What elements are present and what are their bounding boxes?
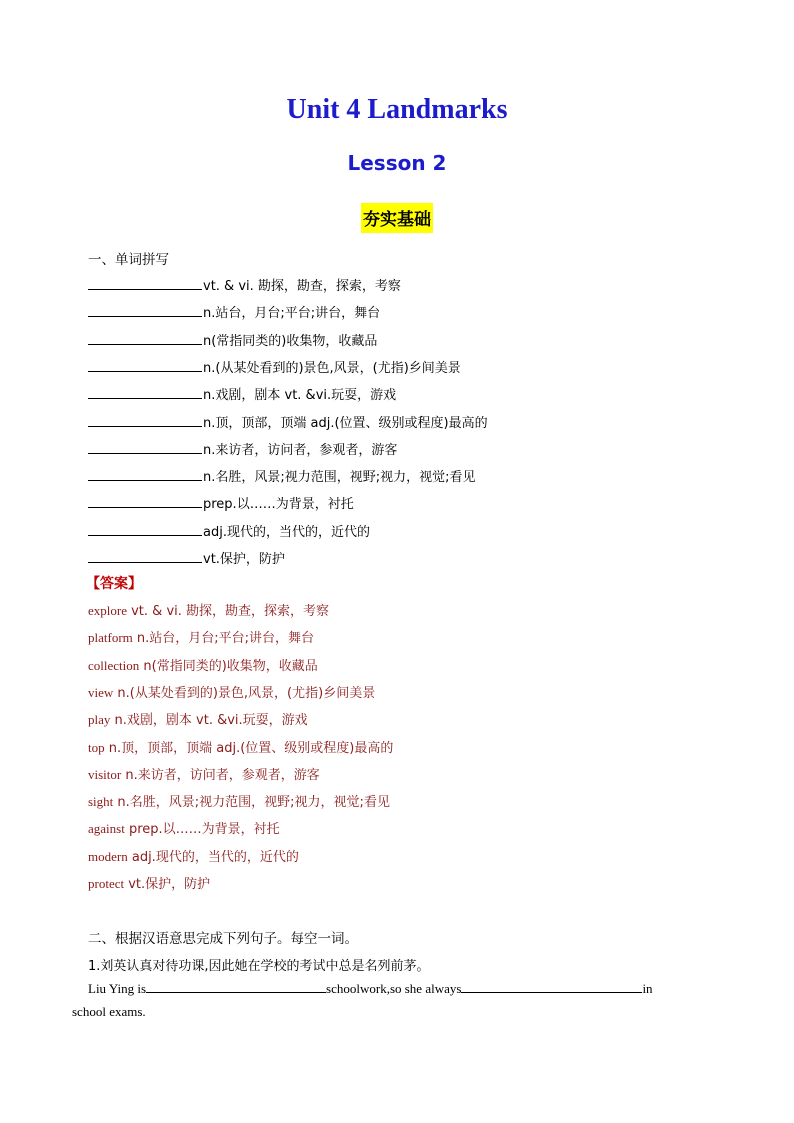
answer-word: collection bbox=[88, 657, 140, 673]
answer-definition: n.来访者，访问者，参观者，游客 bbox=[121, 767, 320, 783]
question-1-chinese: 1.刘英认真对待功课,因此她在学校的考试中总是名列前茅。 bbox=[88, 959, 430, 974]
section2-heading: 二、根据汉语意思完成下列句子。每空一词。 bbox=[88, 931, 358, 947]
vocab-blank[interactable] bbox=[88, 413, 202, 427]
answer-definition: n.名胜，风景;视力范围，视野;视力，视觉;看见 bbox=[113, 795, 390, 811]
answer-item bbox=[88, 711, 308, 730]
vocab-definition: n.来访者，访问者，参观者，游客 bbox=[203, 442, 398, 458]
vocab-blank[interactable] bbox=[88, 549, 202, 563]
answer-word: sight bbox=[88, 794, 114, 810]
vocab-item bbox=[88, 358, 461, 378]
answer-definition: vt.保护，防护 bbox=[124, 877, 211, 892]
answer-definition: n(常指同类的)收集物，收藏品 bbox=[139, 658, 318, 674]
answer-word: view bbox=[88, 684, 114, 700]
page-title: Unit 4 Landmarks bbox=[286, 94, 508, 125]
vocab-item bbox=[88, 303, 380, 323]
vocab-item bbox=[88, 494, 354, 514]
section1-heading: 一、单词拼写 bbox=[88, 252, 169, 268]
vocab-item bbox=[88, 440, 397, 460]
vocab-definition: n.戏剧，剧本 vt. &vi.玩耍，游戏 bbox=[203, 388, 397, 404]
answer-title: 【答案】 bbox=[86, 576, 142, 592]
vocab-blank[interactable] bbox=[88, 440, 202, 454]
vocab-blank[interactable] bbox=[88, 522, 202, 536]
answer-item bbox=[88, 820, 280, 839]
vocab-item bbox=[88, 331, 377, 351]
answer-word: platform bbox=[88, 630, 133, 646]
answer-item bbox=[88, 657, 318, 676]
vocab-item bbox=[88, 549, 285, 569]
answer-item bbox=[88, 629, 314, 648]
vocab-blank[interactable] bbox=[88, 276, 202, 290]
vocab-blank[interactable] bbox=[88, 303, 202, 317]
question-1-english bbox=[88, 980, 653, 997]
vocab-definition: prep.以……为背景，衬托 bbox=[203, 497, 354, 513]
answer-definition: n.(从某处看到的)景色,风景，(尤指)乡间美景 bbox=[113, 685, 376, 701]
answer-word: explore bbox=[88, 603, 127, 618]
vocab-definition: adj.现代的，当代的，近代的 bbox=[203, 524, 370, 540]
vocab-blank[interactable] bbox=[88, 494, 202, 508]
vocab-definition: vt. & vi. 勘探，勘查，探索，考察 bbox=[203, 279, 401, 294]
answer-definition: n.戏剧，剧本 vt. &vi.玩耍，游戏 bbox=[110, 713, 308, 729]
vocab-definition: n.站台，月台;平台;讲台，舞台 bbox=[203, 306, 381, 322]
answer-item bbox=[88, 739, 393, 758]
vocab-blank[interactable] bbox=[88, 331, 202, 345]
answer-word: against bbox=[88, 821, 125, 837]
vocab-blank[interactable] bbox=[88, 467, 202, 481]
vocab-blank[interactable] bbox=[88, 385, 202, 399]
vocab-item bbox=[88, 522, 370, 542]
answer-definition: prep.以……为背景，衬托 bbox=[124, 822, 280, 838]
answer-word: play bbox=[88, 712, 111, 728]
answer-word: top bbox=[88, 739, 105, 755]
vocab-definition: n.名胜，风景;视力范围，视野;视力，视觉;看见 bbox=[203, 470, 476, 486]
question-1-english-cont: school exams. bbox=[72, 1004, 146, 1019]
badge-wrapper bbox=[0, 203, 794, 233]
question-1-text-b: schoolwork,so she always bbox=[326, 981, 462, 996]
answer-item bbox=[88, 766, 320, 785]
question-1-text-a: Liu Ying is bbox=[88, 981, 147, 996]
answer-item bbox=[88, 848, 299, 867]
vocab-definition: n(常指同类的)收集物，收藏品 bbox=[203, 333, 378, 349]
vocab-item bbox=[88, 385, 396, 405]
answer-item bbox=[88, 875, 210, 894]
vocab-item bbox=[88, 413, 488, 433]
answer-item bbox=[88, 602, 329, 621]
answer-item bbox=[88, 684, 375, 703]
lesson-subtitle: Lesson 2 bbox=[347, 151, 447, 175]
answer-definition: adj.现代的，当代的，近代的 bbox=[127, 849, 299, 865]
vocab-definition: n.(从某处看到的)景色,风景，(尤指)乡间美景 bbox=[203, 360, 461, 376]
answer-definition: vt. & vi. 勘探，勘查，探索，考察 bbox=[126, 604, 330, 619]
vocab-blank[interactable] bbox=[88, 358, 202, 372]
answer-word: visitor bbox=[88, 766, 122, 782]
answer-blank[interactable] bbox=[461, 980, 642, 993]
section-badge: 夯实基础 bbox=[361, 203, 433, 233]
question-1-text-c: in bbox=[642, 981, 653, 996]
answer-word: modern bbox=[88, 848, 128, 864]
answer-word: protect bbox=[88, 876, 125, 891]
vocab-definition: n.顶，顶部，顶端 adj.(位置、级别或程度)最高的 bbox=[203, 415, 488, 431]
answer-definition: n.顶，顶部，顶端 adj.(位置、级别或程度)最高的 bbox=[104, 740, 394, 756]
vocab-item bbox=[88, 276, 401, 296]
vocab-item bbox=[88, 467, 476, 487]
answer-item bbox=[88, 793, 390, 812]
answer-blank[interactable] bbox=[146, 980, 326, 993]
answer-definition: n.站台，月台;平台;讲台，舞台 bbox=[132, 631, 315, 647]
vocab-definition: vt.保护，防护 bbox=[203, 552, 285, 567]
